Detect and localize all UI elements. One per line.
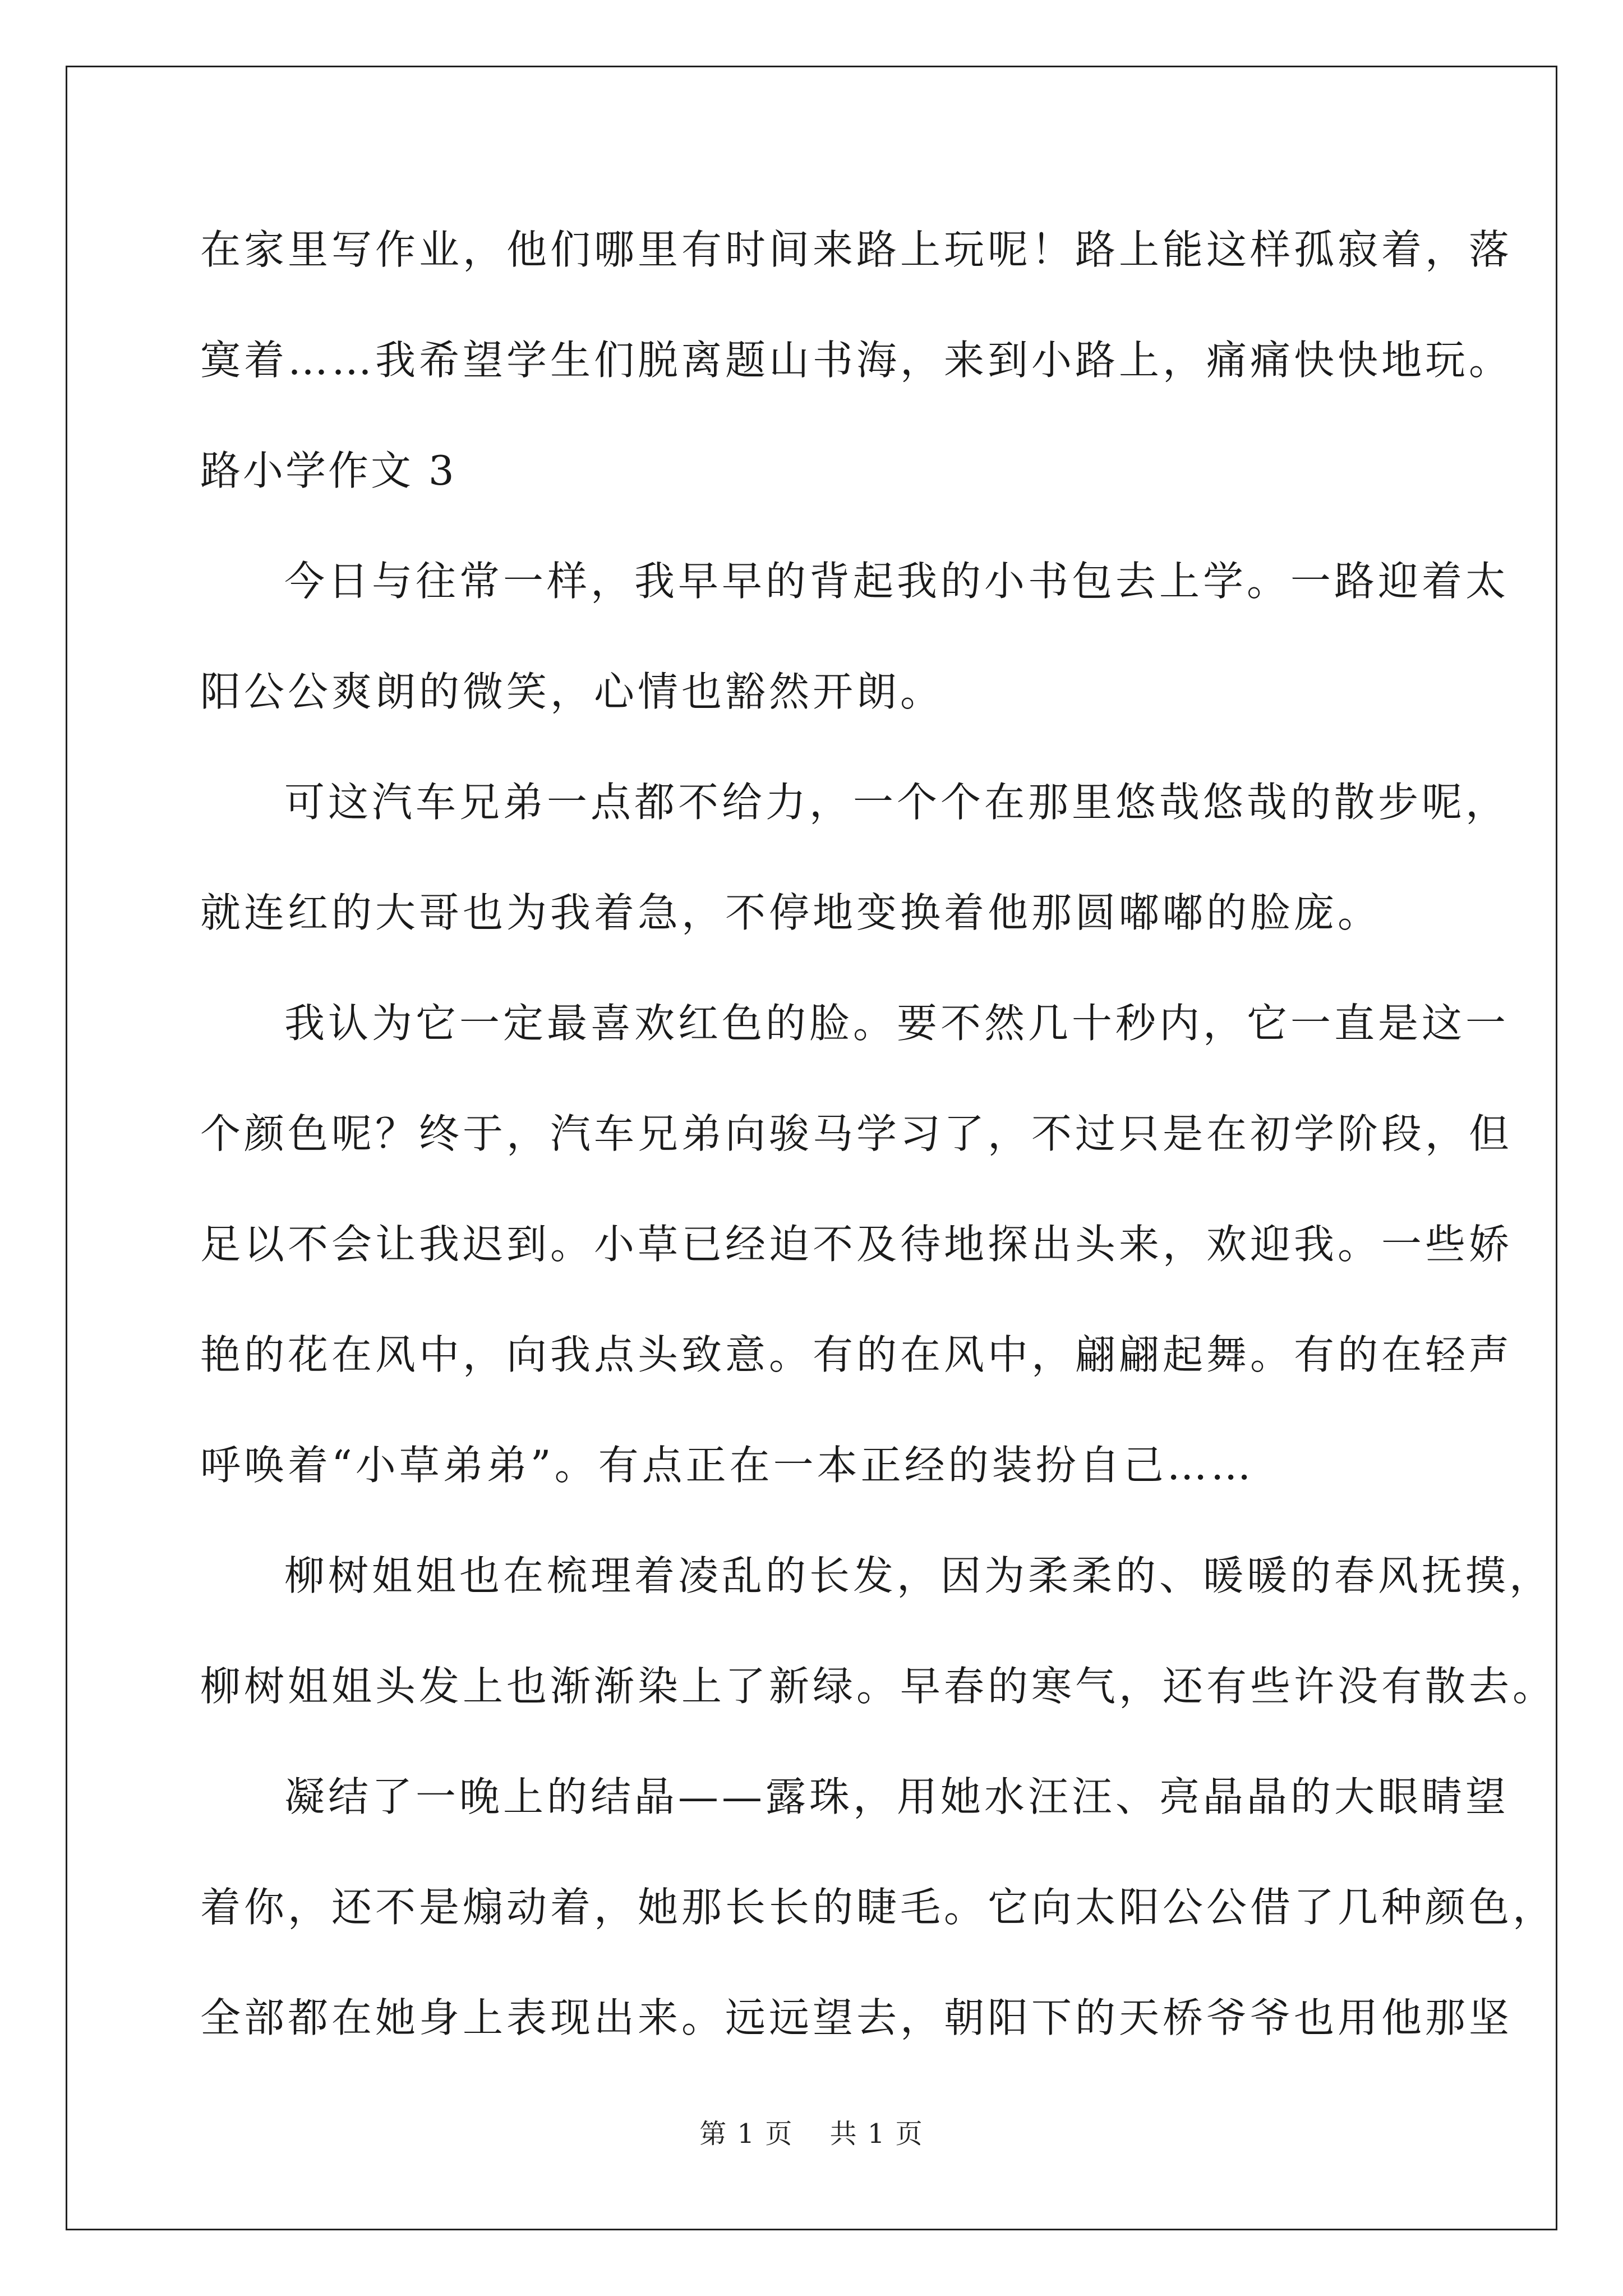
paragraph-first-line: 柳树姐姐也在梳理着凌乱的长发，因为柔柔的、暖暖的春风抚摸， (284, 1552, 1553, 1599)
page-number-current: 第 1 页 (699, 2118, 794, 2150)
paragraph-first-line: 我认为它一定最喜欢红色的脸。要不然几十秒内，它一直是这一 (284, 1000, 1510, 1047)
text-line: 着你，还不是煽动着，她那长长的睫毛。它向太阳公公借了几种颜色， (200, 1884, 1557, 1931)
paragraph-first-line: 今日与往常一样，我早早的背起我的小书包去上学。一路迎着太 (284, 558, 1510, 605)
text-line: 艳的花在风中，向我点头致意。有的在风中，翩翩起舞。有的在轻声 (200, 1331, 1513, 1378)
text-line: 足以不会让我迟到。小草已经迫不及待地探出头来，欢迎我。一些娇 (200, 1221, 1513, 1268)
text-line: 寞着……我希望学生们脱离题山书海，来到小路上，痛痛快快地玩。 (200, 337, 1513, 384)
text-line: 就连红的大哥也为我着急，不停地变换着他那圆嘟嘟的脸庞。 (200, 889, 1382, 936)
text-line: 柳树姐姐头发上也渐渐染上了新绿。早春的寒气，还有些许没有散去。 (200, 1663, 1557, 1710)
paragraph-first-line: 凝结了一晚上的结晶——露珠，用她水汪汪、亮晶晶的大眼睛望 (284, 1773, 1510, 1820)
text-line: 呼唤着“小草弟弟”。有点正在一本正经的装扮自己…… (200, 1442, 1255, 1489)
text-line: 在家里写作业，他们哪里有时间来路上玩呢！路上能这样孤寂着，落 (200, 226, 1513, 273)
paragraph-first-line: 可这汽车兄弟一点都不给力，一个个在那里悠哉悠哉的散步呢， (284, 779, 1510, 826)
text-line: 阳公公爽朗的微笑，心情也豁然开朗。 (200, 668, 944, 715)
text-line: 全部都在她身上表现出来。远远望去，朝阳下的天桥爷爷也用他那坚 (200, 1994, 1513, 2041)
text-line: 个颜色呢？终于，汽车兄弟向骏马学习了，不过只是在初学阶段，但 (200, 1110, 1513, 1157)
document-body (200, 208, 1557, 2086)
section-heading: 路小学作文 3 (200, 447, 457, 494)
page-footer (0, 2112, 1623, 2151)
page-number-total: 共 1 页 (829, 2118, 924, 2150)
